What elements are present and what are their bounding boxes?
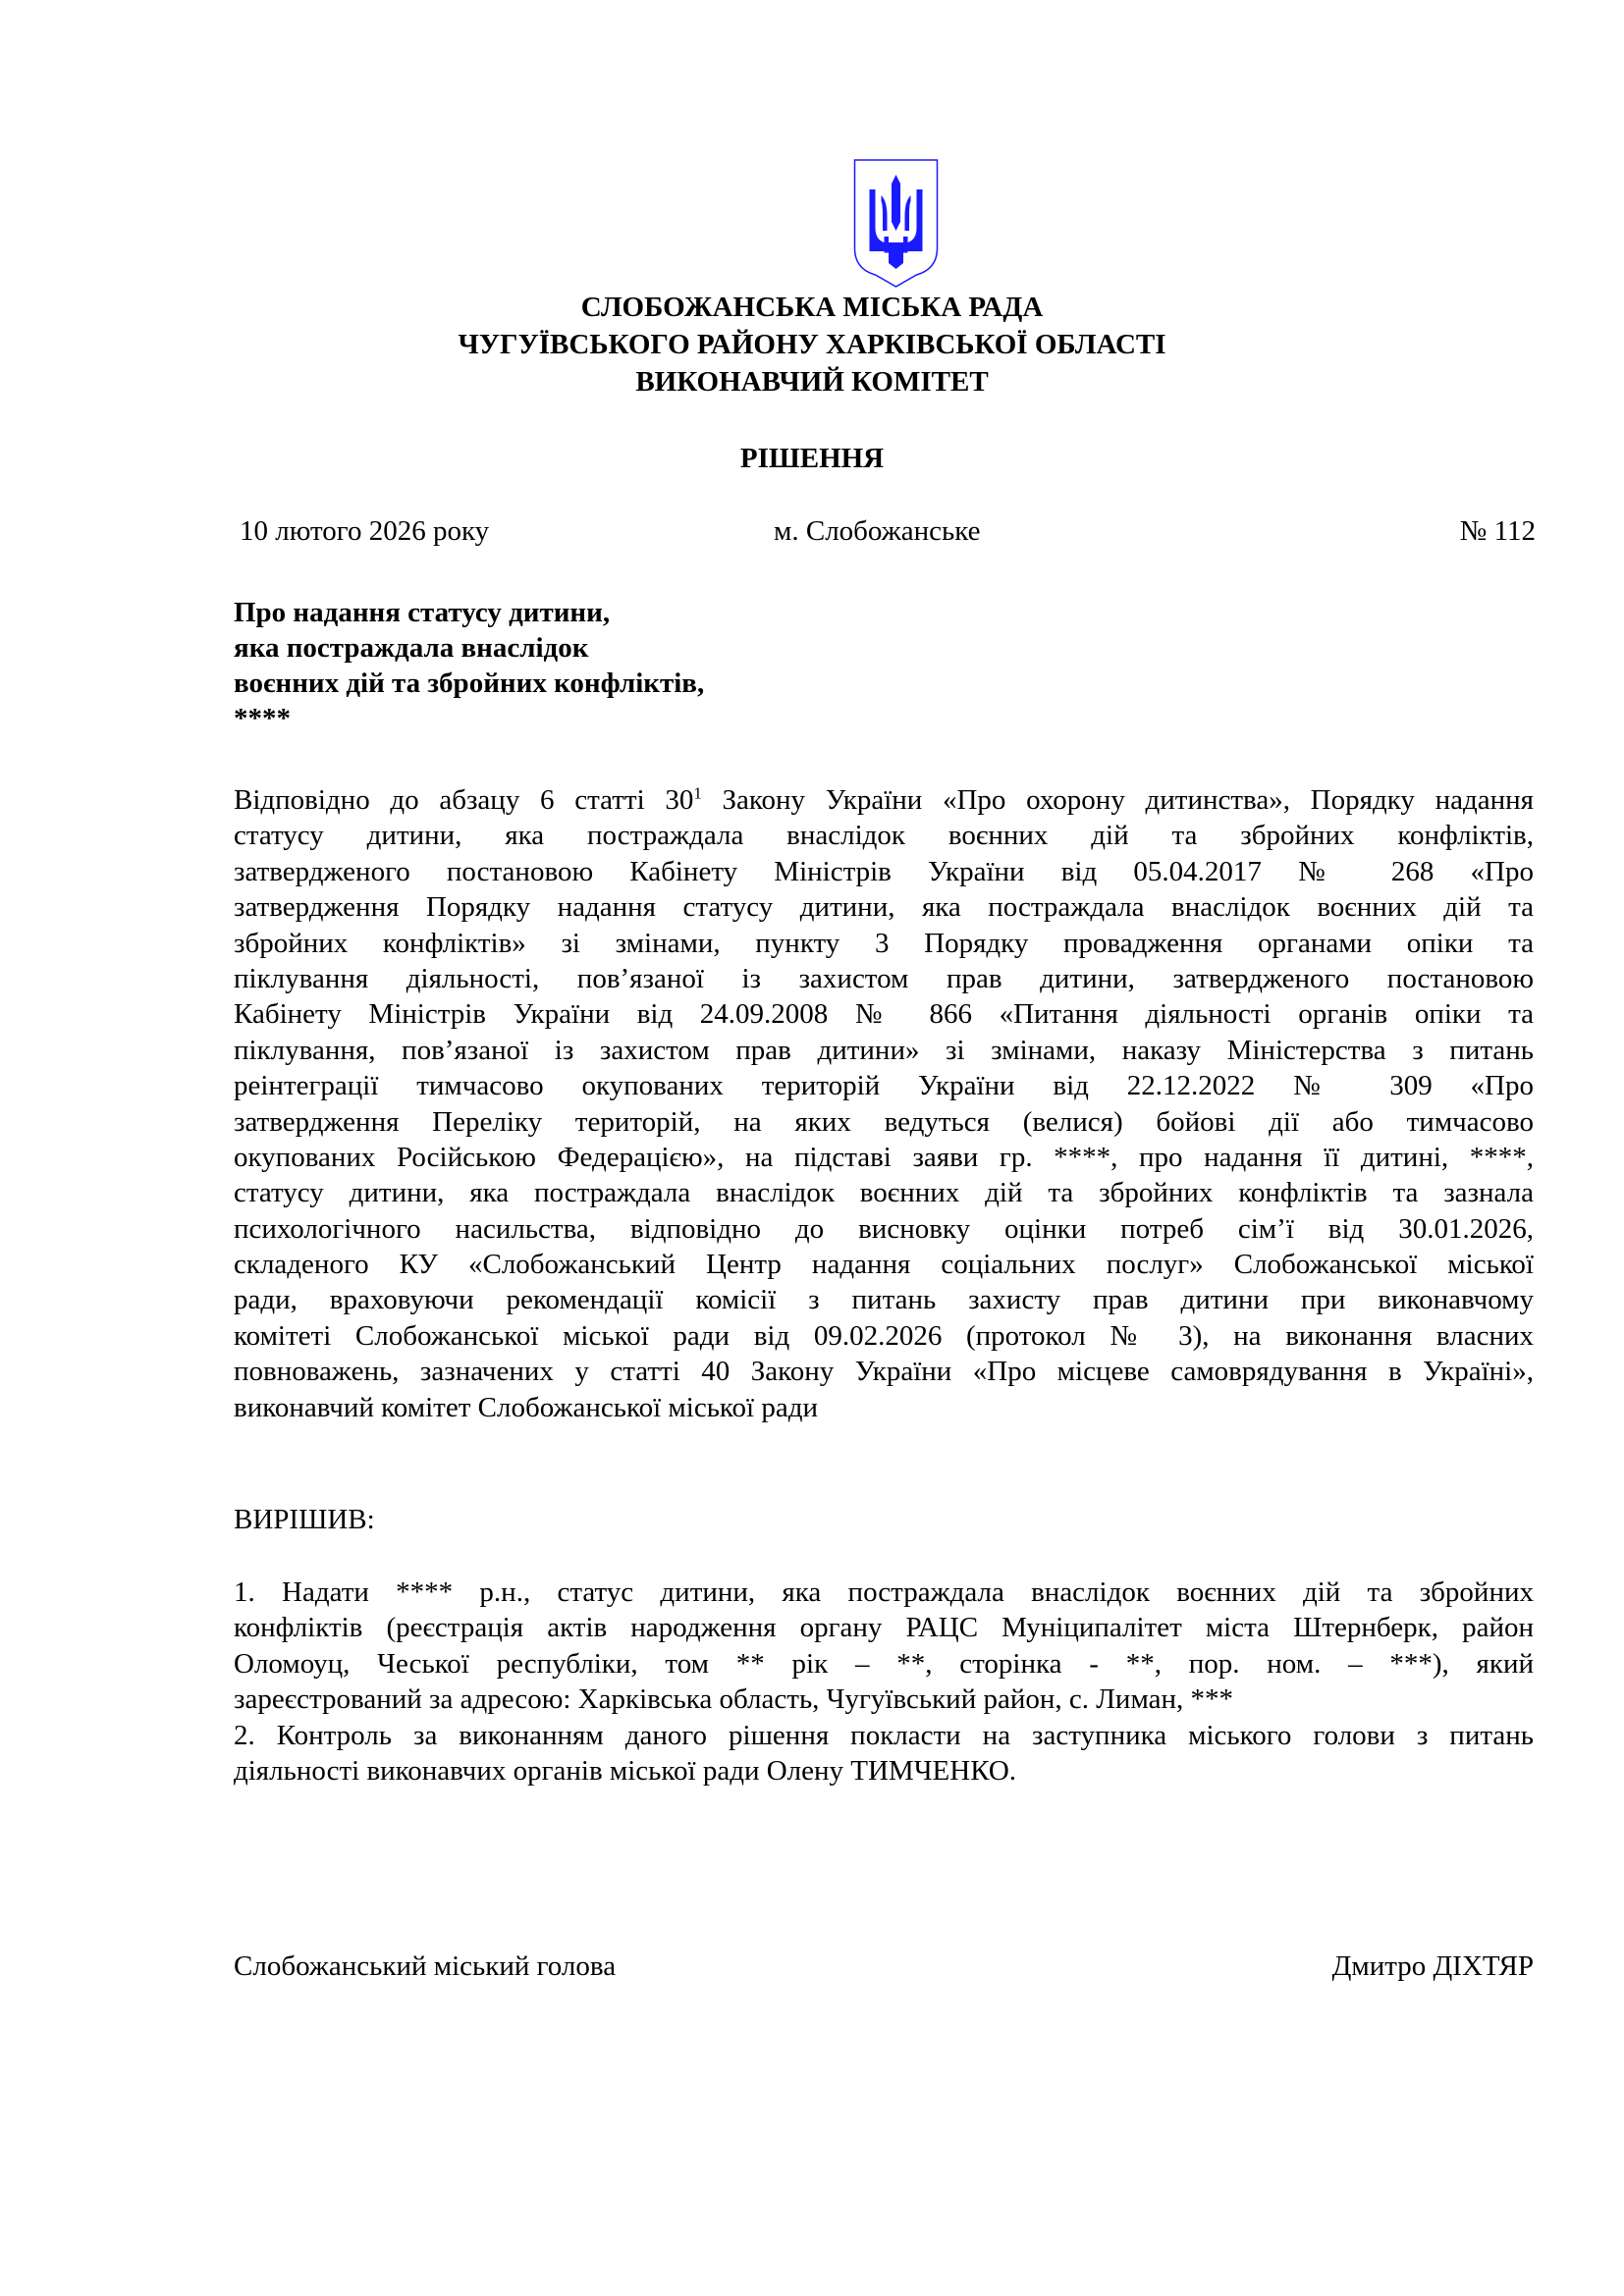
item-line: діяльності виконавчих органів міської ради Олену ТИМЧЕНКО. [234,1755,1017,1788]
preamble-line: окупованих Російською Федерацією», на підставі заяви гр. ****, про надання її дитині, ****, [234,1141,1534,1173]
subject-line: воєнних дій та збройних конфліктів, [234,667,705,699]
signatory-name: Дмитро ДІХТЯР [1331,1950,1534,1982]
preamble-line: Відповідно до абзацу 6 статті $30^1$ Закону України «Про охорону дитинства», Порядку надання [234,783,1534,816]
preamble-line: психологічного насильства, відповідно до висновку оцінки потреб сім’ї від 30.01.2026, [234,1212,1534,1245]
preamble-line: ради, враховуючи рекомендації комісії з питань захисту прав дитини при виконавчому [234,1284,1534,1316]
decision-number: № 112 [1459,515,1536,547]
preamble-line: Кабінету Міністрів України від 24.09.2008 № 866 «Питання діяльності органів опіки та [234,998,1534,1031]
subject-line: яка постраждала внаслідок [234,632,589,664]
preamble-line: збройних конфліктів» зі змінами, пункту 3 Порядку провадження органами опіки та [234,927,1534,959]
preamble-line: затвердження Порядку надання статусу дитини, яка постраждала внаслідок воєнних дій та [234,891,1534,924]
item-line: 2. Контроль за виконанням даного рішення покласти на заступника міського голови з питань [234,1720,1534,1751]
signatory-position: Слобожанський міський голова [234,1950,617,1982]
district-name: ЧУГУЇВСЬКОГО РАЙОНУ ХАРКІВСЬКОЇ ОБЛАСТІ [458,329,1166,360]
document-type-title: РІШЕННЯ [739,443,885,474]
item-line: Оломоуц, Чеської республіки, том ** рік – **, сторінка - **, пор. ном. – ***), який [234,1647,1534,1680]
preamble-line: виконавчий комітет Слобожанської міської ради [234,1391,818,1423]
item-line: 1. Надати **** р.н., статус дитини, яка постраждала внаслідок воєнних дій та збройних [234,1576,1534,1608]
subject-line: Про надання статусу дитини, [234,597,611,628]
resolved-label: ВИРІШИВ: [234,1504,375,1535]
decision-date: 10 лютого 2026 року [240,515,490,547]
preamble-line: складеного КУ «Слобожанський Центр надання соціальних послуг» Слобожанської міської [234,1249,1534,1281]
committee-name: ВИКОНАВЧИЙ КОМІТЕТ [635,366,989,398]
decision-city: м. Слобожанське [774,515,981,547]
preamble-line: затвердження Переліку територій, на яких ведуться (велися) бойові дії або тимчасово [234,1105,1534,1138]
decision-item-1 [234,1575,1534,1718]
preamble-line: комітеті Слобожанської міської ради від 09.02.2026 (протокол № 3), на виконання власних [234,1319,1534,1352]
item-line: конфліктів (реєстрація актів народження органу РАЦС Муніципалітет міста Штернберк, район [234,1612,1534,1644]
decision-subject [234,595,704,736]
preamble-line: статусу дитини, яка постраждала внаслідок воєнних дій та збройних конфліктів, [234,820,1534,852]
decision-item-2 [234,1718,1534,1789]
preamble-line: статусу дитини, яка постраждала внаслідок воєнних дій та збройних конфліктів та зазнала [234,1177,1534,1209]
council-name: СЛОБОЖАНСЬКА МІСЬКА РАДА [580,292,1044,323]
preamble-line: реінтеграції тимчасово окупованих територій України від 22.12.2022 № 309 «Про [234,1070,1534,1102]
preamble-paragraph [234,782,1534,1425]
superscript: 1 [693,783,702,803]
preamble-line: повноважень, зазначених у статті 40 Закону України «Про місцеве самоврядування в Україні», [234,1356,1534,1388]
preamble-line: піклування діяльності, пов’язаної із захистом прав дитини, затвердженого постановою [234,962,1534,994]
item-line: зареєстрований за адресою: Харківська область, Чугуївський район, с. Лиман, *** [234,1683,1233,1716]
preamble-line: затвердженого постановою Кабінету Міністрів України від 05.04.2017 № 268 «Про [234,855,1534,887]
preamble-line: піклування, пов’язаної із захистом прав дитини» зі змінами, наказу Міністерства з питань [234,1034,1534,1066]
decision-meta [240,512,1536,550]
subject-line: **** [234,703,291,734]
coat-of-arms-icon [849,157,943,290]
